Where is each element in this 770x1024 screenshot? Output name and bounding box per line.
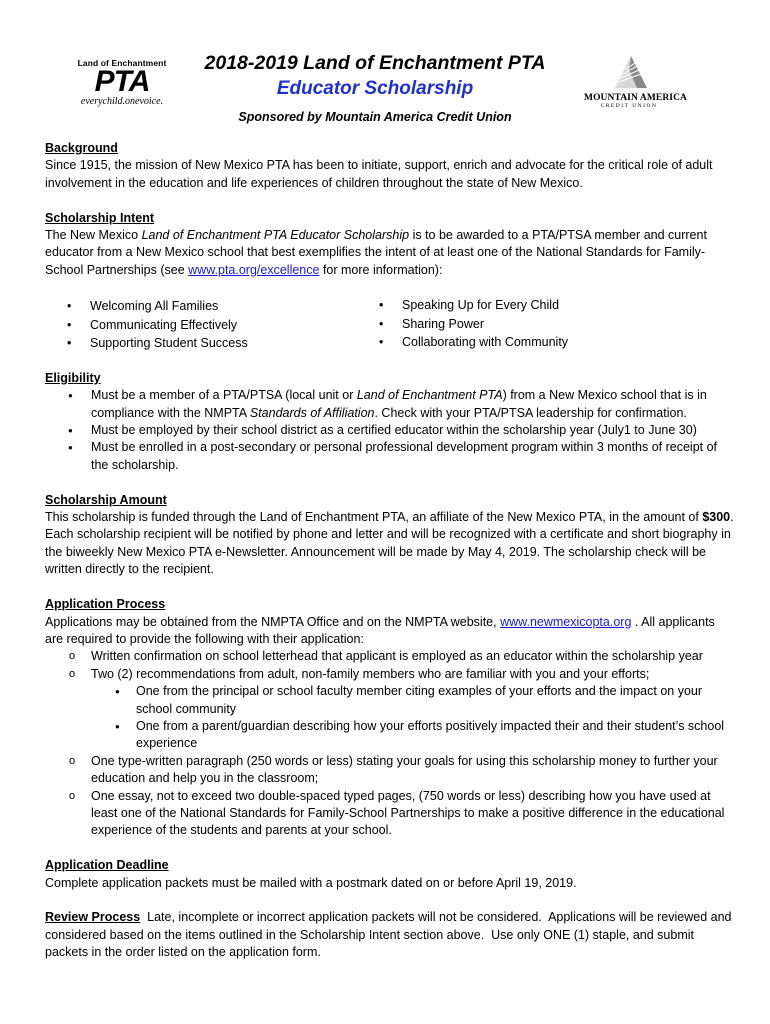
background-heading: Background (45, 141, 118, 155)
review-heading: Review Process (45, 910, 141, 925)
background-section (45, 140, 735, 192)
pta-excellence-link[interactable]: www.pta.org/excellence (188, 262, 320, 277)
mountain-america-logo (584, 52, 688, 109)
intent-text: The New Mexico Land of Enchantment PTA Educator Scholarship is to be awarded to a PTA/PTSA member and current educator from a New Mexico school that best exemplifies the intent of at least one of the National Standards for Family-School Partnerships (see www.pta.org/excellence for more information): (45, 228, 707, 277)
mountain-america-name: MOUNTAIN AMERICA (584, 93, 688, 103)
list-item: • Communicating Effectively (45, 316, 357, 334)
eligibility-list (45, 387, 735, 474)
amount-section (45, 492, 735, 579)
standards-left-column (45, 297, 357, 352)
requirements-list (45, 648, 735, 839)
pta-logo-brand: PTA (94, 65, 150, 98)
list-item: ● One from the principal or school faculty member citing examples of your efforts and the impact on your school community (91, 683, 735, 718)
background-text: Since 1915, the mission of New Mexico PTA has been to initiate, support, enrich and advocate for the critical role of adult involvement in the education and life experiences of children throughout the state of New Mexico. (45, 158, 713, 190)
eligibility-section (45, 370, 735, 474)
list-item: ● One from a parent/guardian describing how your efforts positively impacted their and their student’s school experience (91, 718, 735, 753)
pta-logo-top: Land of Enchantment (77, 58, 167, 68)
nmpta-website-link[interactable]: www.newmexicopta.org (500, 614, 632, 629)
standards-right-column (357, 296, 717, 352)
list-item: • Supporting Student Success (45, 334, 357, 352)
review-text: Review Process Late, incomplete or incorrect application packets will not be considered. Applications will be reviewed and considered based on the items outlined in the Scholarship Intent section above. Use only ONE (1) staple, and submit packets in the order listed on the application form. (45, 910, 735, 960)
intent-heading: Scholarship Intent (45, 210, 155, 225)
amount-text: This scholarship is funded through the Land of Enchantment PTA, an affiliate of the New Mexico PTA, in the amount of $300. Each scholarship recipient will be notified by phone and letter and will be recognized with a certificate and short biography in the biweekly New Mexico PTA e-Newsletter. Announcement will be made by May 4, 2019. The scholarship check will be written directly to the recipient. (45, 510, 734, 577)
recommendations-list (91, 683, 735, 753)
review-section (45, 909, 735, 961)
process-text: Applications may be obtained from the NMPTA Office and on the NMPTA website, www.newmexicopta.org . All applicants are required to provide the following with their application: (45, 614, 715, 646)
list-item: • Welcoming All Families (45, 297, 357, 315)
title-block (200, 50, 550, 127)
list-item: ● Must be a member of a PTA/PTSA (local unit or Land of Enchantment PTA) from a New Mexico school that is in compliance with the NMPTA Standards of Affiliation. Check with your PTA/PTSA leadership for confirmation. (45, 387, 735, 422)
list-item: • Collaborating with Community (357, 333, 717, 351)
header (0, 48, 770, 128)
sponsor-line: Sponsored by Mountain America Credit Union (238, 110, 512, 124)
list-item: o Written confirmation on school letterhead that applicant is employed as an educator within the scholarship year (45, 648, 735, 665)
deadline-section (45, 857, 735, 892)
eligibility-heading: Eligibility (45, 370, 101, 385)
mountain-america-sub: CREDIT UNION (600, 103, 658, 109)
pta-logo (76, 58, 168, 107)
process-section (45, 596, 735, 840)
process-heading: Application Process (45, 597, 166, 612)
page-title: 2018-2019 Land of Enchantment PTA (204, 52, 546, 74)
list-item: ● Must be enrolled in a post-secondary or personal professional development program within 3 months of receipt of the scholarship. (45, 439, 735, 474)
list-item: • Sharing Power (357, 315, 717, 333)
document-body (45, 140, 735, 979)
list-item: o One essay, not to exceed two double-spaced typed pages, (750 words or less) describing how you have used at least one of the National Standards for Family-School Partnerships to make a positive difference in the educational experience of the students and parents at your school. (45, 788, 735, 840)
scholarship-amount: $300 (702, 510, 731, 525)
list-item: • Speaking Up for Every Child (357, 296, 717, 314)
page-subtitle: Educator Scholarship (276, 78, 474, 99)
list-item: ● Must be employed by their school district as a certified educator within the scholarship year (July1 to June 30) (45, 422, 735, 439)
list-item: o One type-written paragraph (250 words or less) stating your goals for using this scholarship money to further your education and help you in the classroom; (45, 753, 735, 788)
intent-section (45, 210, 735, 353)
deadline-heading: Application Deadline (45, 858, 169, 873)
list-item: o Two (2) recommendations from adult, non-family members who are familiar with you and your efforts; ● One from the principal or school faculty member citing examples of your efforts and the impact on your school community ● One from a parent/guardian describing how your efforts positively impacted their and their student’s school experience (45, 666, 735, 753)
amount-heading: Scholarship Amount (45, 492, 167, 507)
mountain-icon (607, 52, 651, 92)
pta-logo-tagline: everychild.onevoice. (80, 96, 164, 107)
deadline-text: Complete application packets must be mailed with a postmark dated on or before April 19, 2019. (45, 875, 577, 890)
standards-list (45, 296, 735, 352)
